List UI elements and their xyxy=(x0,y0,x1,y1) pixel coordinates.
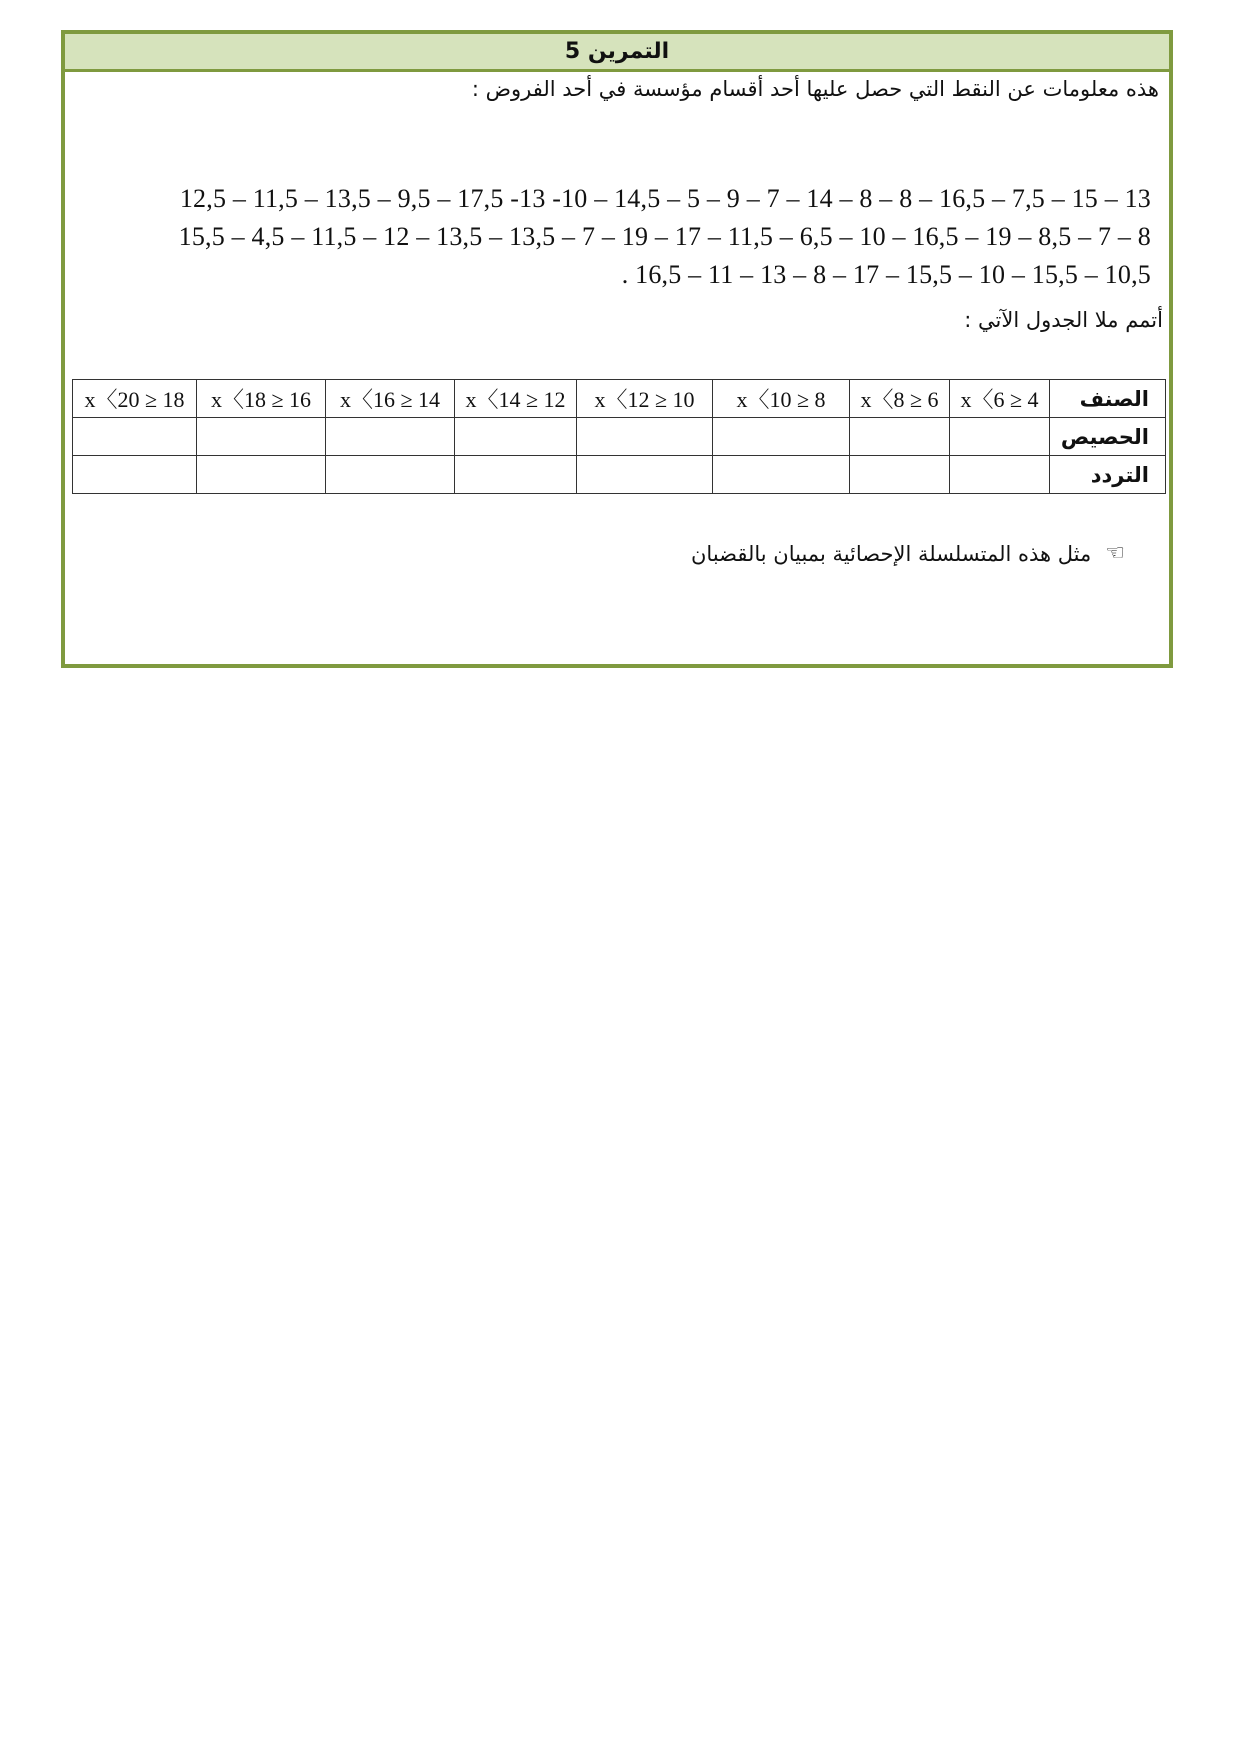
count-cell[interactable] xyxy=(455,418,577,456)
count-cell[interactable] xyxy=(950,418,1050,456)
row-header-count: الحصيص xyxy=(1050,418,1166,456)
count-cell[interactable] xyxy=(713,418,850,456)
pointing-hand-icon: ☜ xyxy=(1105,541,1125,566)
count-cell[interactable] xyxy=(577,418,713,456)
data-line-2: 15,5 – 4,5 – 11,5 – 12 – 13,5 – 13,5 – 7 – 19 – 17 – 11,5 – 6,5 – 10 – 16,5 – 19 – 8,5 – 7 – 8 xyxy=(178,222,1151,251)
row-header-frequency: التردد xyxy=(1050,456,1166,494)
exercise-box xyxy=(61,30,1173,668)
count-cell[interactable] xyxy=(197,418,326,456)
frequency-cell[interactable] xyxy=(455,456,577,494)
row-header-class: الصنف xyxy=(1050,380,1166,418)
class-cell: 4 ≤ x〈6 xyxy=(950,380,1050,418)
frequency-table xyxy=(72,379,1166,494)
frequency-cell[interactable] xyxy=(197,456,326,494)
data-line-3: . 16,5 – 11 – 13 – 8 – 17 – 15,5 – 10 – 15,5 – 10,5 xyxy=(621,260,1151,289)
frequency-cell[interactable] xyxy=(326,456,455,494)
frequency-cell[interactable] xyxy=(577,456,713,494)
class-cell: 6 ≤ x〈8 xyxy=(850,380,950,418)
count-cell[interactable] xyxy=(73,418,197,456)
class-cell: 8 ≤ x〈10 xyxy=(713,380,850,418)
task-text: مثل هذه المتسلسلة الإحصائية بمبيان بالقضبان xyxy=(691,542,1092,566)
frequency-cell[interactable] xyxy=(850,456,950,494)
task-line xyxy=(691,542,1125,566)
class-cell: 10 ≤ x〈12 xyxy=(577,380,713,418)
frequency-cell[interactable] xyxy=(713,456,850,494)
count-cell[interactable] xyxy=(850,418,950,456)
table-row-class xyxy=(73,380,1166,418)
exercise-intro: هذه معلومات عن النقط التي حصل عليها أحد أقسام مؤسسة في أحد الفروض : xyxy=(471,77,1159,101)
frequency-cell[interactable] xyxy=(73,456,197,494)
data-line-1: 12,5 – 11,5 – 13,5 – 9,5 – 17,5 -13 -10 – 14,5 – 5 – 9 – 7 – 14 – 8 – 8 – 16,5 – 7,5 – 15 – 13 xyxy=(179,184,1151,213)
class-cell: 16 ≤ x〈18 xyxy=(197,380,326,418)
frequency-cell[interactable] xyxy=(950,456,1050,494)
table-row-count xyxy=(73,418,1166,456)
table-row-frequency xyxy=(73,456,1166,494)
table-instruction: أتمم ملا الجدول الآتي : xyxy=(964,308,1163,332)
count-cell[interactable] xyxy=(326,418,455,456)
class-cell: 18 ≤ x〈20 xyxy=(73,380,197,418)
class-cell: 14 ≤ x〈16 xyxy=(326,380,455,418)
class-cell: 12 ≤ x〈14 xyxy=(455,380,577,418)
exercise-title: التمرين 5 xyxy=(65,34,1169,72)
